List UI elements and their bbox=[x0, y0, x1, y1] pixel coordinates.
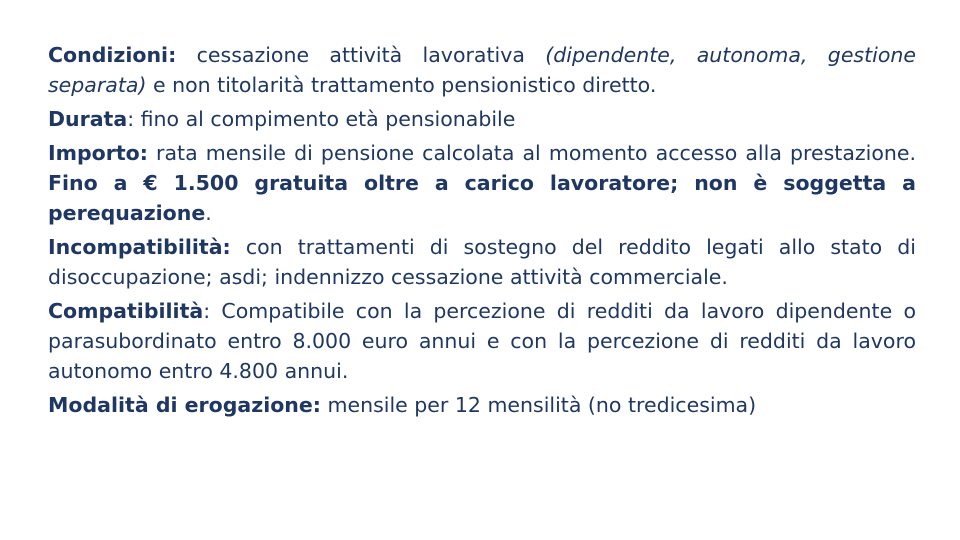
condizioni-text-end: e non titolarità trattamento pensionistico diretto. bbox=[146, 73, 657, 97]
modalita-text: mensile per 12 mensilità (no tredicesima) bbox=[321, 393, 757, 417]
durata-label: Durata bbox=[48, 107, 128, 131]
paragraph-incompatibilita bbox=[48, 232, 916, 292]
importo-text-end: . bbox=[205, 201, 212, 225]
paragraph-importo bbox=[48, 138, 916, 228]
importo-label: Importo: bbox=[48, 141, 148, 165]
condizioni-text: cessazione attività lavorativa bbox=[176, 43, 546, 67]
incompatibilita-text: con trattamenti di sostegno del reddito legati allo stato di disoccupazione; asdi; indennizzo cessazione attività commerciale. bbox=[48, 235, 916, 289]
paragraph-durata bbox=[48, 104, 916, 134]
importo-text: rata mensile di pensione calcolata al momento accesso alla prestazione. bbox=[147, 141, 916, 165]
incompatibilita-label: Incompatibilità: bbox=[48, 235, 231, 259]
durata-text: : fino al compimento età pensionabile bbox=[127, 107, 516, 131]
compatibilita-text: : Compatibile con la percezione di redditi da lavoro dipendente o parasubordinato entro 8.000 euro annui e con la percezione di redditi da lavoro autonomo entro 4.800 annui. bbox=[48, 299, 916, 383]
condizioni-italic: (dipendente, autonoma, gestione separata) bbox=[48, 43, 916, 97]
compatibilita-label: Compatibilità bbox=[48, 299, 204, 323]
slide-body bbox=[48, 40, 916, 424]
modalita-label: Modalità di erogazione: bbox=[48, 393, 321, 417]
condizioni-label: Condizioni: bbox=[48, 43, 177, 67]
paragraph-modalita bbox=[48, 390, 916, 420]
importo-bold: Fino a € 1.500 gratuita oltre a carico lavoratore; non è soggetta a perequazione bbox=[48, 171, 916, 225]
paragraph-condizioni bbox=[48, 40, 916, 100]
paragraph-compatibilita bbox=[48, 296, 916, 386]
